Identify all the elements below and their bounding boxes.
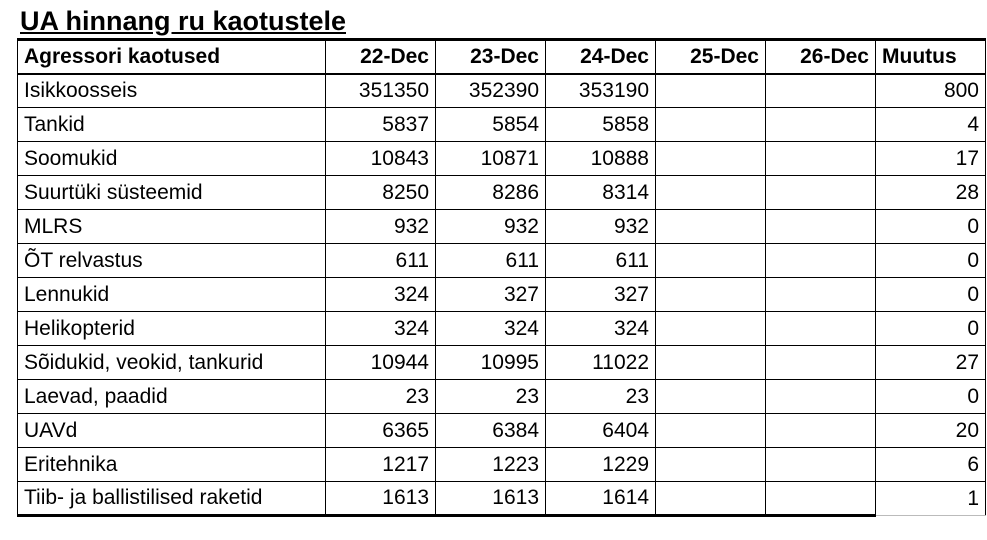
change-cell[interactable]: 0 <box>876 380 986 414</box>
value-cell-date-1[interactable]: 6365 <box>326 414 436 448</box>
value-cell-date-3[interactable]: 324 <box>546 312 656 346</box>
header-row <box>18 40 986 74</box>
value-cell-date-4[interactable] <box>656 448 766 482</box>
value-cell-date-2[interactable]: 23 <box>436 380 546 414</box>
value-cell-date-5[interactable] <box>766 482 876 516</box>
table-row <box>18 448 986 482</box>
value-cell-date-2[interactable]: 1613 <box>436 482 546 516</box>
value-cell-date-5[interactable] <box>766 210 876 244</box>
value-cell-date-3[interactable]: 23 <box>546 380 656 414</box>
header-date-2[interactable]: 23-Dec <box>436 40 546 74</box>
value-cell-date-3[interactable]: 10888 <box>546 142 656 176</box>
header-date-4[interactable]: 25-Dec <box>656 40 766 74</box>
value-cell-date-4[interactable] <box>656 380 766 414</box>
sheet-title: UA hinnang ru kaotustele <box>20 6 347 36</box>
change-cell[interactable]: 17 <box>876 142 986 176</box>
row-label-cell[interactable]: Suurtüki süsteemid <box>18 176 326 210</box>
table-row <box>18 176 986 210</box>
value-cell-date-3[interactable]: 11022 <box>546 346 656 380</box>
value-cell-date-3[interactable]: 1614 <box>546 482 656 516</box>
value-cell-date-3[interactable]: 6404 <box>546 414 656 448</box>
table-row <box>18 74 986 108</box>
value-cell-date-1[interactable]: 324 <box>326 278 436 312</box>
value-cell-date-3[interactable]: 353190 <box>546 74 656 108</box>
value-cell-date-2[interactable]: 10995 <box>436 346 546 380</box>
header-category[interactable]: Agressori kaotused <box>18 40 326 74</box>
value-cell-date-5[interactable] <box>766 278 876 312</box>
value-cell-date-1[interactable]: 23 <box>326 380 436 414</box>
row-label-cell[interactable]: Tankid <box>18 108 326 142</box>
change-cell[interactable]: 6 <box>876 448 986 482</box>
value-cell-date-1[interactable]: 932 <box>326 210 436 244</box>
value-cell-date-5[interactable] <box>766 108 876 142</box>
change-cell[interactable]: 0 <box>876 278 986 312</box>
row-label-cell[interactable]: UAVd <box>18 414 326 448</box>
value-cell-date-2[interactable]: 10871 <box>436 142 546 176</box>
change-cell[interactable]: 27 <box>876 346 986 380</box>
value-cell-date-4[interactable] <box>656 142 766 176</box>
table-row <box>18 380 986 414</box>
value-cell-date-2[interactable]: 932 <box>436 210 546 244</box>
value-cell-date-2[interactable]: 611 <box>436 244 546 278</box>
value-cell-date-2[interactable]: 5854 <box>436 108 546 142</box>
value-cell-date-3[interactable]: 327 <box>546 278 656 312</box>
value-cell-date-1[interactable]: 5837 <box>326 108 436 142</box>
value-cell-date-1[interactable]: 351350 <box>326 74 436 108</box>
value-cell-date-4[interactable] <box>656 312 766 346</box>
value-cell-date-5[interactable] <box>766 176 876 210</box>
value-cell-date-4[interactable] <box>656 108 766 142</box>
value-cell-date-2[interactable]: 327 <box>436 278 546 312</box>
row-label-cell[interactable]: ÕT relvastus <box>18 244 326 278</box>
value-cell-date-4[interactable] <box>656 278 766 312</box>
value-cell-date-4[interactable] <box>656 74 766 108</box>
value-cell-date-3[interactable]: 1229 <box>546 448 656 482</box>
row-label-cell[interactable]: Tiib- ja ballistilised raketid <box>18 482 326 516</box>
value-cell-date-4[interactable] <box>656 414 766 448</box>
value-cell-date-1[interactable]: 8250 <box>326 176 436 210</box>
value-cell-date-5[interactable] <box>766 142 876 176</box>
table-row <box>18 482 986 516</box>
change-cell[interactable]: 0 <box>876 244 986 278</box>
value-cell-date-3[interactable]: 932 <box>546 210 656 244</box>
header-date-1[interactable]: 22-Dec <box>326 40 436 74</box>
row-label-cell[interactable]: Lennukid <box>18 278 326 312</box>
value-cell-date-3[interactable]: 5858 <box>546 108 656 142</box>
value-cell-date-5[interactable] <box>766 448 876 482</box>
value-cell-date-1[interactable]: 1217 <box>326 448 436 482</box>
row-label-cell[interactable]: Sõidukid, veokid, tankurid <box>18 346 326 380</box>
value-cell-date-1[interactable]: 10843 <box>326 142 436 176</box>
header-change[interactable]: Muutus <box>876 40 986 74</box>
change-cell[interactable]: 4 <box>876 108 986 142</box>
value-cell-date-4[interactable] <box>656 176 766 210</box>
value-cell-date-2[interactable]: 324 <box>436 312 546 346</box>
value-cell-date-5[interactable] <box>766 414 876 448</box>
table-row <box>18 142 986 176</box>
row-label-cell[interactable]: MLRS <box>18 210 326 244</box>
table-row <box>18 414 986 448</box>
value-cell-date-4[interactable] <box>656 346 766 380</box>
value-cell-date-5[interactable] <box>766 380 876 414</box>
table-row <box>18 210 986 244</box>
change-cell[interactable]: 0 <box>876 210 986 244</box>
table-row <box>18 108 986 142</box>
value-cell-date-1[interactable]: 10944 <box>326 346 436 380</box>
value-cell-date-4[interactable] <box>656 482 766 516</box>
value-cell-date-4[interactable] <box>656 210 766 244</box>
value-cell-date-4[interactable] <box>656 244 766 278</box>
table-row <box>18 244 986 278</box>
row-label-cell[interactable]: Soomukid <box>18 142 326 176</box>
value-cell-date-5[interactable] <box>766 244 876 278</box>
losses-table <box>17 38 986 517</box>
change-cell[interactable]: 28 <box>876 176 986 210</box>
value-cell-date-3[interactable]: 8314 <box>546 176 656 210</box>
row-label-cell[interactable]: Isikkoosseis <box>18 74 326 108</box>
value-cell-date-2[interactable]: 352390 <box>436 74 546 108</box>
value-cell-date-5[interactable] <box>766 346 876 380</box>
value-cell-date-3[interactable]: 611 <box>546 244 656 278</box>
header-date-5[interactable]: 26-Dec <box>766 40 876 74</box>
change-cell[interactable]: 1 <box>876 482 986 516</box>
row-label-cell[interactable]: Helikopterid <box>18 312 326 346</box>
row-label-cell[interactable]: Laevad, paadid <box>18 380 326 414</box>
change-cell[interactable]: 0 <box>876 312 986 346</box>
change-cell[interactable]: 800 <box>876 74 986 108</box>
header-date-3[interactable]: 24-Dec <box>546 40 656 74</box>
row-label-cell[interactable]: Eritehnika <box>18 448 326 482</box>
value-cell-date-1[interactable]: 1613 <box>326 482 436 516</box>
value-cell-date-5[interactable] <box>766 74 876 108</box>
value-cell-date-1[interactable]: 324 <box>326 312 436 346</box>
table-row <box>18 312 986 346</box>
value-cell-date-2[interactable]: 6384 <box>436 414 546 448</box>
table-row <box>18 346 986 380</box>
value-cell-date-2[interactable]: 8286 <box>436 176 546 210</box>
table-row <box>18 278 986 312</box>
value-cell-date-5[interactable] <box>766 312 876 346</box>
value-cell-date-2[interactable]: 1223 <box>436 448 546 482</box>
change-cell[interactable]: 20 <box>876 414 986 448</box>
value-cell-date-1[interactable]: 611 <box>326 244 436 278</box>
